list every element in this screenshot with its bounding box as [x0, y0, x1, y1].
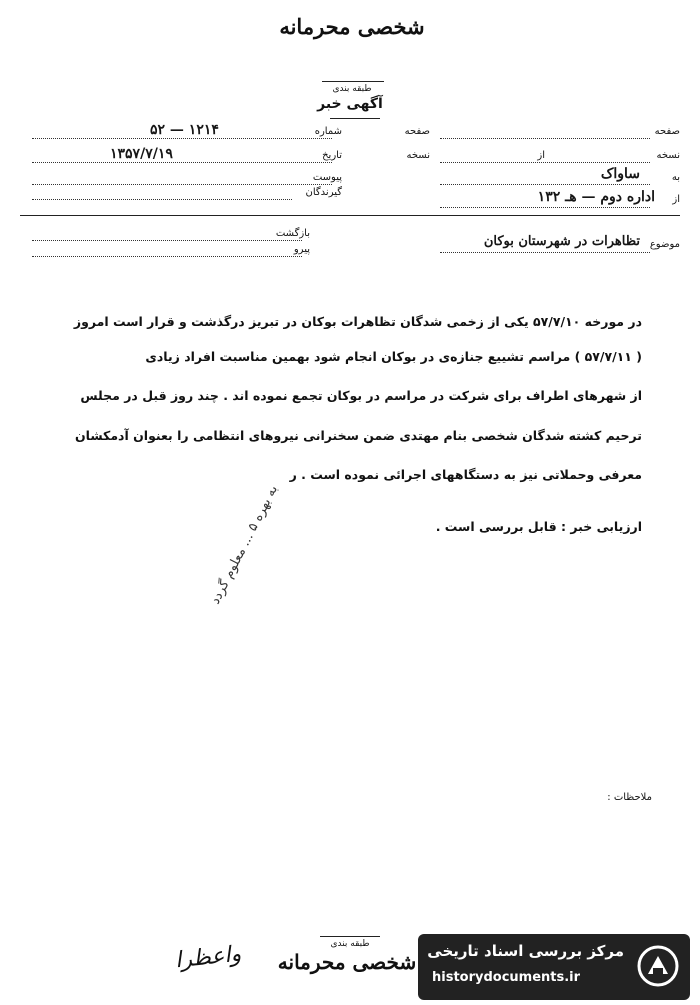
divider	[330, 118, 380, 119]
attachment-dotline	[32, 184, 332, 185]
body-line-3: از شهرهای اطراف برای شرکت در مراسم در بوکان تجمع نموده اند . چند روز قبل در مجلس	[80, 388, 642, 403]
copy-label: نسخه	[656, 150, 680, 161]
return-label: بازگشت	[275, 228, 310, 239]
watermark-url: historydocuments.ir	[432, 970, 581, 985]
date-dotline	[32, 162, 332, 163]
body-line-1: در مورخه ۵۷/۷/۱۰ یکی از زخمی شدگان تظاهرات بوکان در تبریز درگذشت و قرار است امروز	[73, 314, 642, 329]
date-label: تاریخ	[322, 150, 342, 161]
watermark-title: مرکز بررسی اسناد تاریخی	[427, 942, 624, 960]
watermark-box	[418, 934, 690, 1000]
signature: واعظرا	[173, 941, 243, 974]
subject-label: موضوع	[649, 239, 680, 250]
bottom-classification-label: طبقه بندی	[330, 939, 370, 949]
classification-label: طبقه بندی	[332, 84, 372, 94]
header-rule	[20, 215, 680, 216]
divider	[322, 81, 384, 82]
copy-dotline	[440, 162, 650, 163]
divider	[320, 936, 380, 937]
from-label: از	[672, 194, 680, 205]
to-label: به	[671, 172, 680, 183]
archive-logo-icon	[636, 944, 680, 988]
handwritten-note: به بهره ۵ ... معلوم گردد	[208, 482, 282, 607]
to-value: ساواک	[600, 166, 640, 182]
follow-label: پیرو	[293, 244, 310, 255]
attachment-label: پیوست	[312, 172, 342, 183]
of-label: از	[537, 150, 545, 161]
copy-label-mid: نسخه	[406, 150, 430, 161]
body-line-5: معرفی وحملاتی نیز به دستگاههای اجرائی نموده است . ر	[289, 467, 642, 482]
classification-value: آگهی خبر	[317, 96, 383, 112]
top-classification-stamp: شخصی محرمانه	[279, 14, 425, 39]
recipients-label: گیرندگان	[305, 187, 342, 198]
to-dotline	[440, 184, 650, 185]
body-line-2: ( ۵۷/۷/۱۱ ) مراسم تشییع جنازه‌ی در بوکان انجام شود بهمین مناسبت افراد زیادی	[145, 349, 642, 364]
recipients-dotline	[32, 199, 292, 200]
date-value: ۱۳۵۷/۷/۱۹	[110, 146, 173, 162]
from-value: اداره دوم — هـ ۱۳۲	[537, 189, 655, 205]
assessment: ارزیابی خبر : قابل بررسی است .	[435, 519, 642, 534]
number-dotline	[32, 138, 332, 139]
bottom-classification-stamp: شخصی محرمانه	[277, 950, 417, 974]
page-label: صفحه	[654, 126, 680, 137]
follow-dotline	[32, 256, 302, 257]
subject-dotline	[440, 252, 650, 253]
number-label: شماره	[314, 126, 342, 137]
page-dotline	[440, 138, 650, 139]
return-dotline	[32, 240, 302, 241]
page-label-mid: صفحه	[404, 126, 430, 137]
subject-value: تظاهرات در شهرستان بوکان	[483, 234, 640, 249]
from-dotline	[440, 207, 650, 208]
body-line-4: ترحیم کشته شدگان شخصی بنام مهتدی ضمن سخنرانی نیروهای انتظامی را بعنوان آدمکشان	[74, 428, 642, 443]
number-value: ۱۲۱۴ — ۵۲	[150, 122, 219, 138]
remarks-label: ملاحظات :	[607, 792, 652, 803]
